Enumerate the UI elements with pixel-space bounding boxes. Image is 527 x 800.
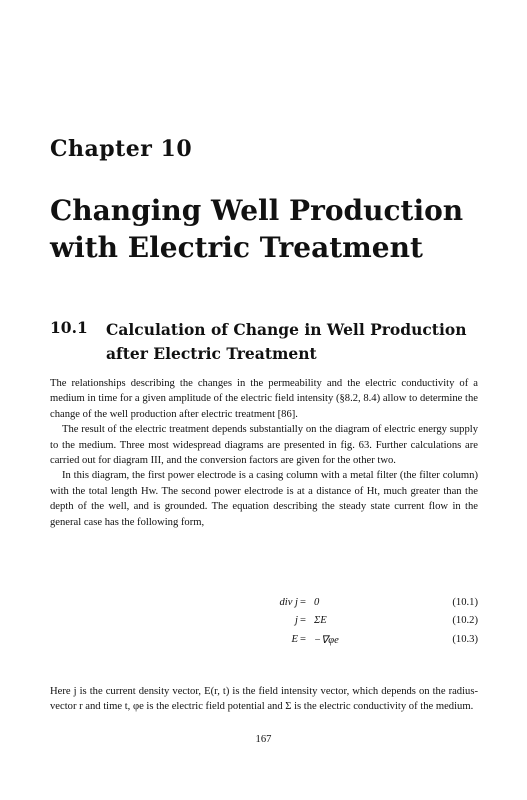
equation-rhs: ΣE (314, 615, 327, 627)
chapter-title (50, 192, 520, 266)
equals-sign: = (300, 633, 306, 645)
paragraph-4: Here j is the current density vector, E(r, t) is the field intensity vector, which depends on the radius-vector r and time t, φe is the electric field potential and Σ is the electric conductivity of the medium. (50, 686, 478, 713)
section-number: 10.1 (50, 318, 88, 337)
equation-row (50, 634, 478, 652)
equals-sign: = (300, 597, 306, 608)
equation-lhs: j (295, 615, 298, 627)
chapter-title-line-2: with Electric Treatment (50, 231, 423, 264)
chapter-title-line-1: Changing Well Production (50, 194, 464, 227)
equation-number: (10.3) (452, 633, 478, 645)
equation-row (50, 615, 478, 633)
chapter-label: Chapter 10 (50, 136, 193, 162)
equation-lhs: E (291, 633, 298, 645)
paragraph-2: The result of the electric treatment depends substantially on the diagram of electric energy supply to the medium. Three most widespread diagrams are presented in fig. 63. Further calculations are carried out for diagram III, and the conversion factors are given for the other two. (50, 424, 478, 467)
equation-lhs: div j (279, 597, 298, 608)
section-title (106, 318, 506, 366)
equation-row (50, 597, 478, 615)
equation-number: (10.2) (452, 615, 478, 627)
section-title-line-1: Calculation of Change in Well Production (106, 320, 467, 339)
paragraph-1: The relationships describing the changes in the permeability and the electric conductivity of a medium in time for a given amplitude of the electric field intensity (§8.2, 8.4) allow to determine the change of the well production after electric treatment [86]. (50, 378, 478, 420)
page-number: 167 (255, 734, 272, 745)
post-equation-text (50, 684, 478, 715)
equation-rhs: −∇φe (314, 634, 339, 646)
equation-block (50, 597, 478, 652)
equation-number: (10.1) (452, 597, 478, 608)
section-title-line-2: after Electric Treatment (106, 344, 317, 363)
paragraph-3: In this diagram, the first power electrode is a casing column with a metal filter (the filter column) with the total length Hw. The second power electrode is at a distance of Ht, much greater than the depth of the well, and is grounded. The equation describing the steady state current flow in the general case has the following form, (50, 470, 478, 528)
body-text (50, 376, 478, 530)
equation-rhs: 0 (314, 597, 320, 608)
equals-sign: = (300, 615, 306, 627)
